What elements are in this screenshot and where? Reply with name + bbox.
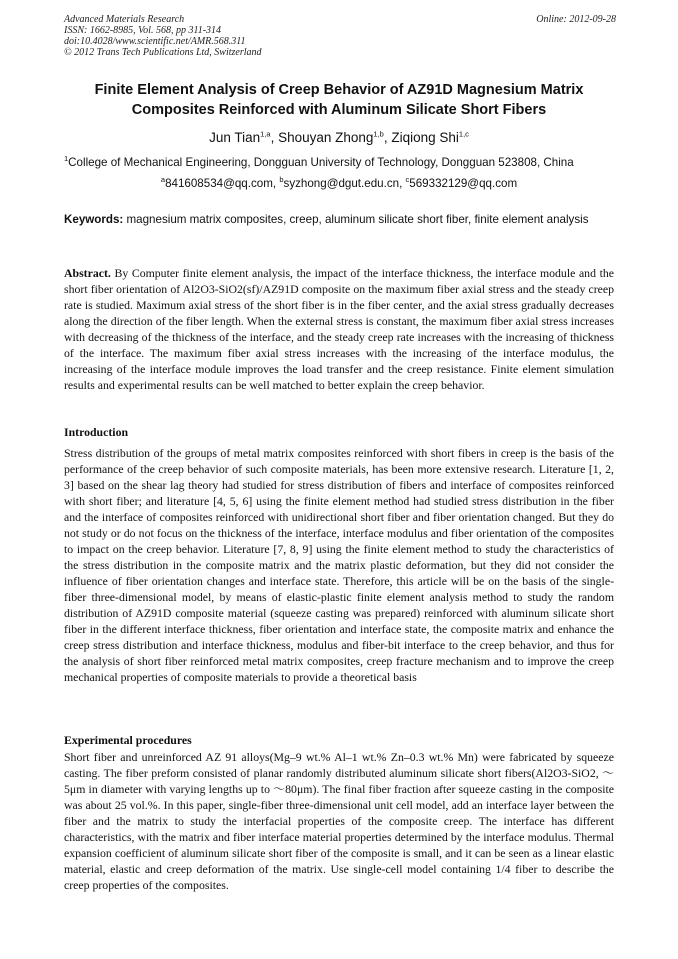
author-name: Ziqiong Shi	[391, 130, 459, 145]
author-affil-sup: 1,b	[373, 129, 384, 139]
email-address: 569332129@qq.com	[409, 177, 518, 190]
keywords	[64, 212, 614, 227]
abstract	[64, 265, 614, 393]
journal-issn: ISSN: 1662-8985, Vol. 568, pp 311-314	[64, 25, 222, 36]
journal-doi: doi:10.4028/www.scientific.net/AMR.568.311	[64, 36, 246, 47]
author-affil-sup: 1,a	[260, 129, 271, 139]
author-name: Shouyan Zhong	[278, 130, 374, 145]
keywords-label: Keywords:	[64, 213, 124, 226]
email-list	[40, 177, 638, 190]
email-sup: b	[279, 175, 284, 185]
experimental-heading: Experimental procedures	[64, 733, 192, 747]
affiliation	[64, 156, 624, 169]
title-line-2: Composites Reinforced with Aluminum Silicate Short Fibers	[131, 102, 547, 118]
affiliation-sup: 1	[64, 154, 69, 164]
email-sup: a	[160, 175, 166, 185]
journal-copyright: © 2012 Trans Tech Publications Ltd, Switzerland	[64, 47, 262, 58]
keywords-text: magnesium matrix composites, creep, aluminum silicate short fiber, finite element analysis	[123, 213, 589, 226]
abstract-label: Abstract.	[64, 266, 111, 280]
abstract-text: By Computer finite element analysis, the impact of the interface thickness, the interface module and the short fiber orientation of Al2O3-SiO2(sf)/AZ91D composite on the maximum fiber axial stress and the steady creep rate is studied. Maximum axial stress of the short fiber is in the fiber center, and the axial stress gradually decreases along the direction of the fiber length. When the external stress is constant, the maximum fiber axial stress increases with decreasing of the thickness of the interface, and the steady creep rate increases with the increasing of thickness of the interface. The maximum fiber axial stress increases with the increasing of the interface modulus, the increasing of the interface module improves the load transfer and the creep resistance. Finite element simulation results and experimental results can be well matched to better explain the creep behavior.	[64, 266, 614, 392]
introduction-heading: Introduction	[64, 425, 129, 439]
email-address: 841608534@qq.com	[165, 177, 273, 190]
paper-title	[40, 80, 638, 120]
journal-header	[64, 14, 616, 58]
email-separator: ,	[399, 177, 406, 190]
author-list	[40, 130, 638, 145]
experimental-text: Short fiber and unreinforced AZ 91 alloys(Mg–9 wt.% Al–1 wt.% Zn–0.3 wt.% Mn) were fabricated by squeeze casting. The fiber preform consisted of planar randomly distributed aluminum silicate short fibers(Al2O3-SiO2, ～5μm in diameter with varying lengths up to ～80μm). The final fiber fraction after squeeze casting in the composite was about 25 vol.%. In this paper, single-fiber three-dimensional unit cell model, add an interface layer between the fiber and the matrix to study the interfacial properties of the composite creep. The interface has different characteristics, with the matrix and fiber interface material properties determined by the interface modulus. Thermal expansion coefficient of aluminum silicate short fiber of the composite is small, and it can be seen as a linear elastic material, elastic and creep deformation of the matrix. Use single-cell model containing 1/4 fiber to describe the creep properties of the composites.	[64, 750, 614, 892]
title-line-1: Finite Element Analysis of Creep Behavior of AZ91D Magnesium Matrix	[94, 82, 584, 98]
online-date: Online: 2012-09-28	[536, 14, 616, 25]
affiliation-text: College of Mechanical Engineering, Dongguan University of Technology, Dongguan 523808, China	[68, 156, 574, 169]
author-separator: ,	[383, 130, 392, 145]
introduction-text: Stress distribution of the groups of metal matrix composites reinforced with short fibers in creep is the basis of the performance of the creep behavior of such composite materials, has been more extensive research. Literature [1, 2, 3] based on the shear lag theory had studied for stress distribution of fibers and interface of composites reinforced with short fiber; and literature [4, 5, 6] using the finite element method had studied stress distribution in the fiber and the interface of composites reinforced with unidirectional short fiber and fiber orientation changed. But they do not study or do not focus on the thickness of the interface, interface modulus and fiber orientation of the composites to impact on the creep behavior. Literature [7, 8, 9] using the finite element method to study the characteristics of the stress distribution in the composite matrix and the matrix plastic deformation, but they did not consider the influence of fiber orientation changes and interface state. Therefore, this article will be on the basis of the single-fiber three-dimensional model, by means of elastic-plastic finite element analysis method to study the random distribution of AZ91D composite material (squeeze casting was prepared) reinforced with aluminum silicate short fiber in the different interface thickness, fiber orientation and interface state, the composite matrix and enhance the creep stress distribution and interface thickness, modulus and fiber-bit interface to the creep behavior, and thus for the analysis of short fiber reinforced metal matrix composites, creep fracture mechanism and to improve the creep mechanical properties of composite materials to provide a theoretical basis	[64, 446, 614, 684]
author-affil-sup: 1,c	[458, 129, 469, 139]
email-separator: ,	[272, 177, 280, 190]
journal-name: Advanced Materials Research	[64, 14, 185, 25]
author-name: Jun Tian	[209, 130, 261, 145]
author-separator: ,	[270, 130, 279, 145]
email-sup: c	[405, 175, 410, 185]
email-address: syzhong@dgut.edu.cn	[283, 177, 400, 190]
